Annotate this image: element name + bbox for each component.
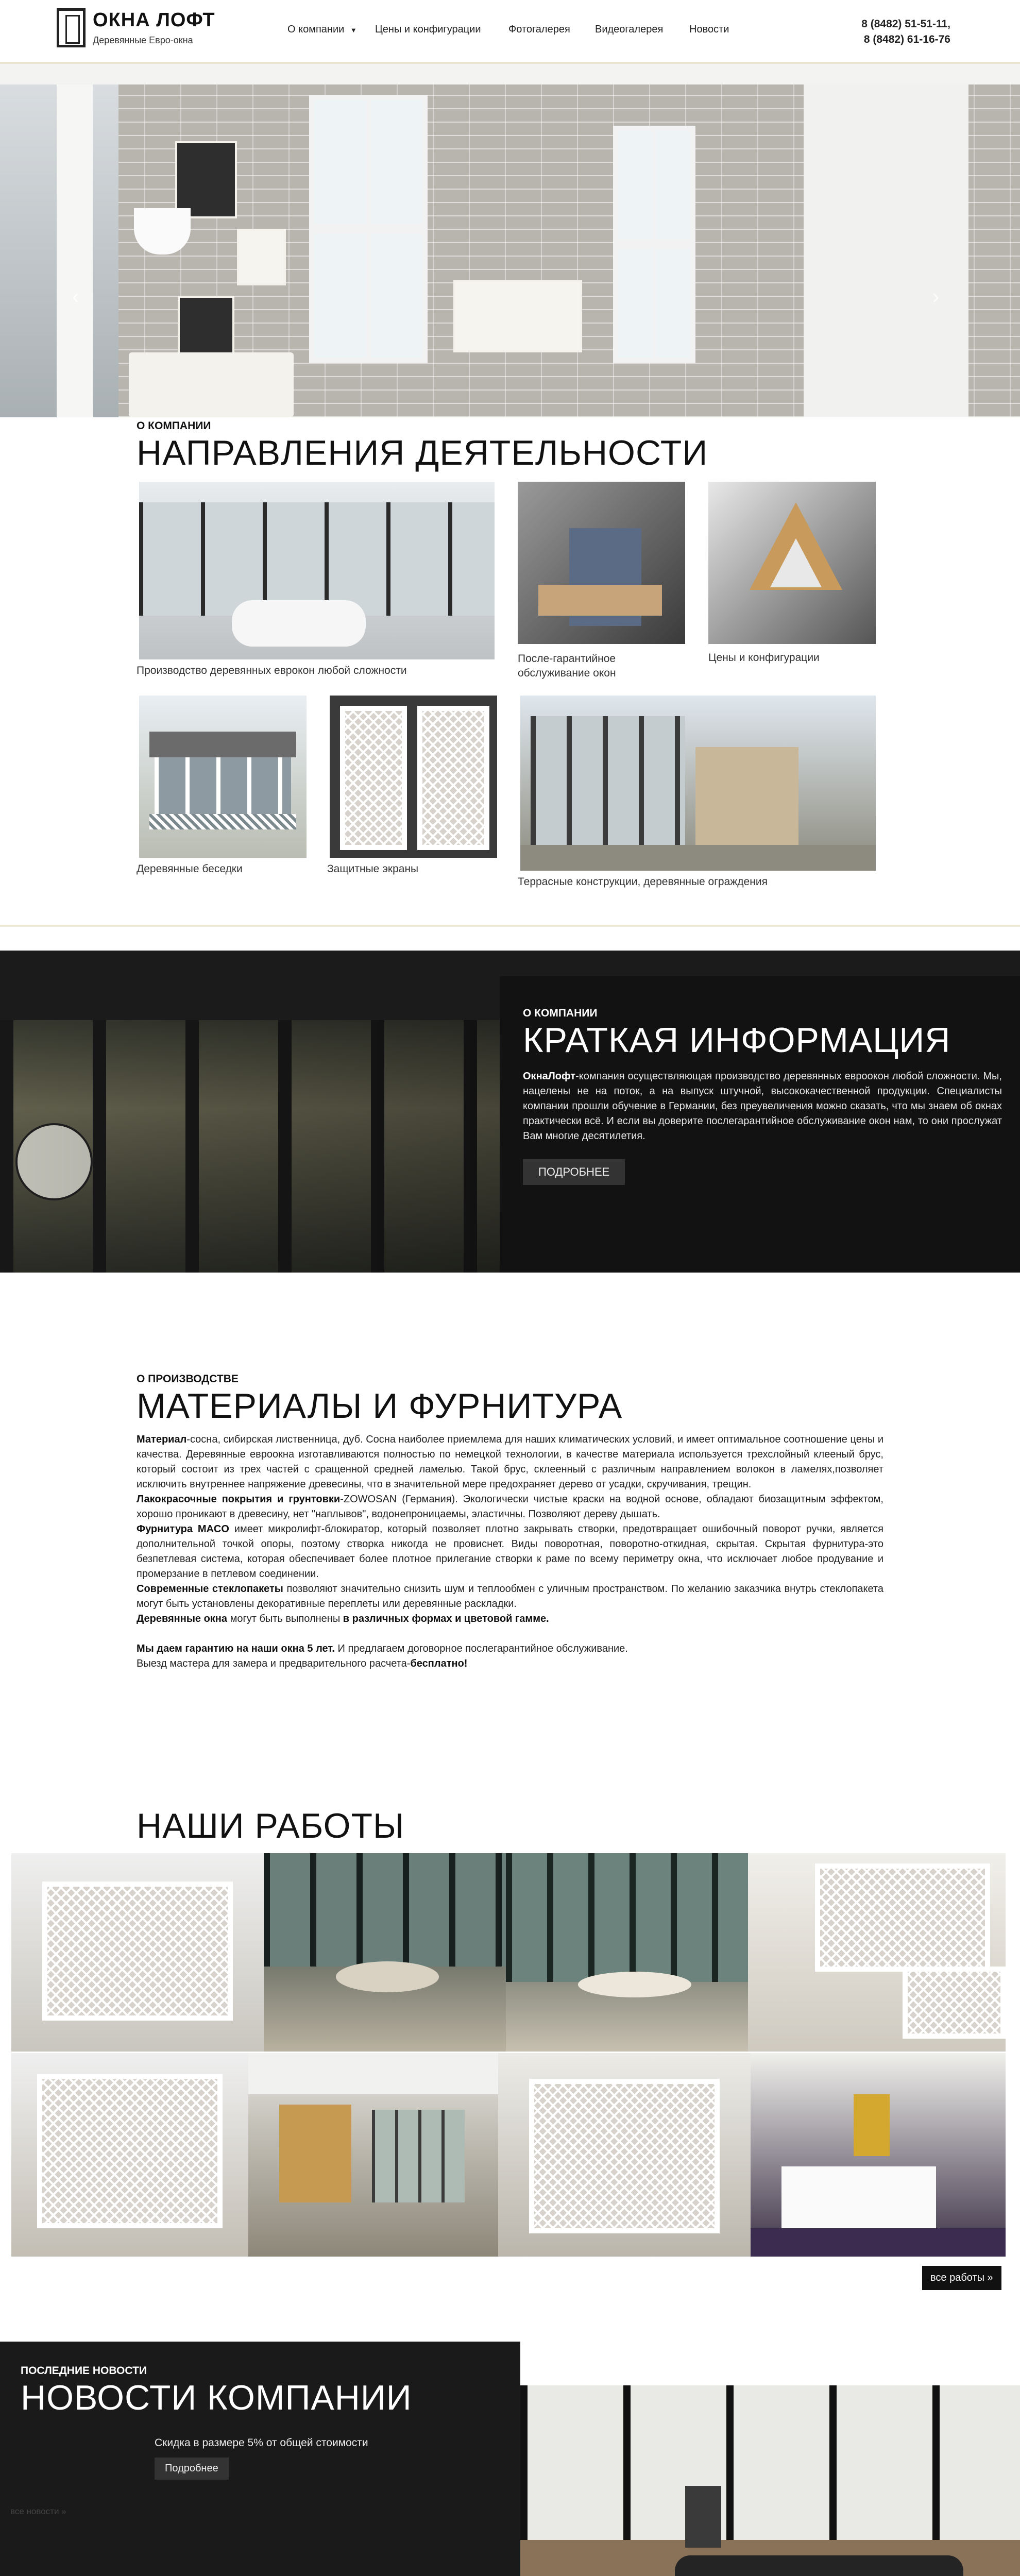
materials-paragraph: Мы даем гарантию на наши окна 5 лет. И предлагаем договорное послегарантийное обслуживание.	[137, 1643, 628, 1654]
about-more-button[interactable]: ПОДРОБНЕЕ	[523, 1159, 625, 1185]
materials-paragraph: Деревянные окна могут быть выполнены в различных формах и цветовой гамме.	[137, 1613, 549, 1624]
work-photo[interactable]	[248, 2053, 498, 2257]
hero-window-2	[613, 126, 695, 363]
materials-paragraph: Лакокрасочные покрытия и грунтовки-ZOWOSAN (Германия). Экологически чистые краски на водной основе, обладают биозащитным эффектом, хорошо проникают в древесину, нет "наплывов", водонепроницаемы, эластичны. Позволяют дереву дышать.	[137, 1494, 883, 1520]
directions-title: НАПРАВЛЕНИЯ ДЕЯТЕЛЬНОСТИ	[137, 433, 708, 472]
nav-video-gallery[interactable]: Видеогалерея	[595, 24, 664, 35]
about-title: КРАТКАЯ ИНФОРМАЦИЯ	[523, 1021, 951, 1060]
section-divider	[0, 925, 1020, 927]
materials-text	[137, 1432, 883, 1671]
materials-eyebrow: О ПРОИЗВОДСТВЕ	[137, 1373, 239, 1385]
header-phone-2[interactable]: 8 (8482) 61-16-76	[863, 33, 950, 45]
lamp-icon	[685, 2486, 721, 2548]
hero-lamp	[134, 208, 191, 255]
direction-caption-production[interactable]: Производство деревянных еврокон любой сложности	[137, 665, 407, 676]
works-title: НАШИ РАБОТЫ	[137, 1806, 405, 1845]
hero-ceiling	[0, 64, 1020, 84]
header-phones	[861, 16, 950, 47]
chevron-left-icon[interactable]: ‹	[72, 285, 79, 308]
direction-photo-service[interactable]	[518, 482, 685, 644]
direction-photo-screens[interactable]	[330, 696, 497, 858]
logo-subtitle: Деревянные Евро-окна	[93, 35, 193, 45]
site-header	[0, 0, 1020, 62]
hero-column	[57, 84, 93, 417]
work-photo[interactable]	[748, 1853, 1006, 2052]
news-eyebrow: ПОСЛЕДНИЕ НОВОСТИ	[21, 2365, 147, 2377]
nav-about[interactable]	[287, 24, 357, 36]
nav-news[interactable]: Новости	[689, 24, 729, 35]
direction-caption-service[interactable]: После-гарантийное обслуживание окон	[518, 653, 616, 679]
direction-caption-prices[interactable]: Цены и конфигурации	[708, 652, 820, 664]
about-text-bold: ОкнаЛофт	[523, 1071, 576, 1082]
materials-paragraph: Современные стеклопакеты позволяют значительно снизить шум и теплообмен с уличным пространством. По желанию заказчика внутрь стеклопакета могут быть установлены декоративные переплеты или деревянные раскладки.	[137, 1583, 883, 1609]
directions-eyebrow: О КОМПАНИИ	[137, 420, 211, 432]
materials-paragraph: Выезд мастера для замера и предварительного расчета-бесплатно!	[137, 1658, 468, 1669]
work-photo[interactable]	[498, 2053, 751, 2257]
direction-photo-prices[interactable]	[708, 482, 876, 644]
direction-photo-production[interactable]	[139, 482, 495, 659]
materials-paragraph: Материал-сосна, сибирская лиственница, дуб. Сосна наиболее приемлема для наших климатических условий, и имеет оптимальное соотношение цены и качества. Деревянные евроокна изготавливаются полностью по немецкой технологии, в качестве материала используется трехслойный клееный брус, который состоит из трех частей с сращенной средней ламелью. Такой брус, склеенный с различным направлением волокон в ламелях,позволяет исключить внутреннее напряжение древесины, что в значительной мере предохраняет дерево от усадки, скручивания, трещин.	[137, 1434, 883, 1490]
header-phone-1[interactable]: 8 (8482) 51-51-11,	[861, 18, 950, 30]
chevron-down-icon: ▼	[350, 26, 357, 34]
hero-window-1	[309, 95, 428, 363]
work-photo[interactable]	[751, 2053, 1006, 2257]
nav-photo-gallery[interactable]: Фотогалерея	[508, 24, 570, 35]
work-photo[interactable]	[264, 1853, 506, 2052]
nav-about-label[interactable]: О компании	[287, 24, 345, 35]
about-photo	[0, 1020, 500, 1273]
news-panel	[0, 2342, 520, 2576]
direction-photo-terraces[interactable]	[520, 696, 876, 871]
work-photo[interactable]	[11, 1853, 264, 2052]
direction-caption-gazebos[interactable]: Деревянные беседки	[137, 863, 243, 875]
news-item-title[interactable]: Скидка в размере 5% от общей стоимости	[155, 2437, 368, 2449]
hero-slider[interactable]	[0, 64, 1020, 417]
materials-title: МАТЕРИАЛЫ И ФУРНИТУРА	[137, 1386, 623, 1426]
all-works-button[interactable]: все работы »	[922, 2266, 1001, 2290]
about-text	[523, 1069, 1002, 1144]
news-item-button[interactable]: Подробнее	[155, 2458, 229, 2480]
all-news-link[interactable]: все новости »	[10, 2506, 66, 2516]
direction-photo-gazebos[interactable]	[139, 696, 307, 858]
logo-title[interactable]: ОКНА ЛОФТ	[93, 9, 215, 31]
hero-sofa	[129, 352, 294, 417]
hero-art-2	[237, 229, 286, 285]
chevron-right-icon[interactable]: ›	[932, 285, 940, 308]
hero-right-wall	[804, 84, 968, 417]
hero-art-4	[453, 280, 582, 352]
about-text-body: -компания осуществляющая производство деревянных евроокон любой сложности. Мы, нацелены не на поток, а на выпуск штучной, высококачественной продукции. Специалисты компании прошли обучение в Германии, без преувеличения можно сказать, что мы знаем об окнах практически всё. И если вы доверите послегарантийное обслуживание окон нам, то они прослужат Вам многие десятилетия.	[523, 1071, 1002, 1142]
logo-window-icon[interactable]	[57, 8, 86, 47]
about-eyebrow: О КОМПАНИИ	[523, 1007, 598, 1019]
hero-art-1	[175, 141, 237, 218]
news-photo	[520, 2385, 1020, 2576]
nav-prices[interactable]: Цены и конфигурации	[375, 24, 481, 35]
news-title: НОВОСТИ КОМПАНИИ	[21, 2378, 412, 2417]
work-photo[interactable]	[11, 2053, 248, 2257]
direction-caption-screens[interactable]: Защитные экраны	[327, 863, 419, 875]
direction-caption-terraces[interactable]: Террасные конструкции, деревянные ограждения	[518, 876, 768, 888]
materials-paragraph: Фурнитура MACO имеет микролифт-блокиратор, который позволяет плотно закрывать створки, предотвращает ошибочный поворот ручки, является дополнительной точкой опоры, поэтому створка никогда не провиснет. Виды поворотная, поворотно-откидная, скрытая. Скрытая фурнитура-это безпетлевая система, которая обеспечивает более плотное прилегание створки к раме по всему периметру окна, что исключает любое продувание и промерзание в петлевом соединении.	[137, 1523, 883, 1580]
work-photo[interactable]	[506, 1853, 748, 2052]
about-panel	[500, 976, 1020, 1273]
